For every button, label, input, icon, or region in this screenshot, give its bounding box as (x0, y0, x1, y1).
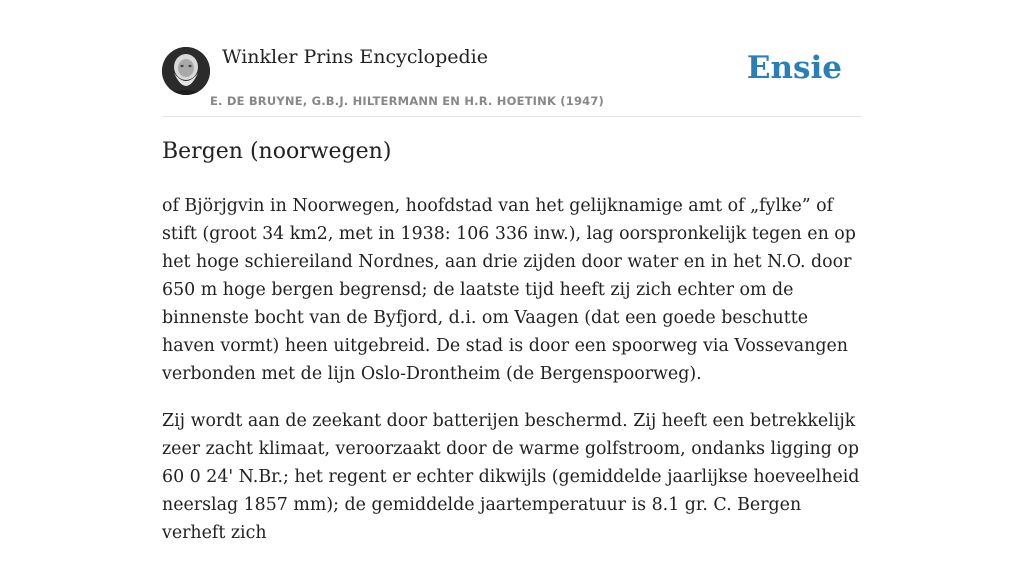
portrait-avatar-icon (162, 47, 210, 95)
article-body (162, 192, 862, 566)
site-title[interactable]: Winkler Prins Encyclopedie (222, 46, 488, 68)
paragraph: Zij wordt aan de zeekant door batterijen beschermd. Zij heeft een betrekkelijk zeer zacht klimaat, veroorzaakt door de warme golfstroom, ondanks ligging op 60 0 24' N.Br.; het regent er echter dikwijls (gemiddelde jaarlijkse hoeveelheid neerslag 1857 mm); de gemiddelde jaartemperatuur is 8.1 gr. C. Bergen verheft zich (162, 411, 860, 543)
paragraph: of Björjgvin in Noorwegen, hoofdstad van het gelijknamige amt of „fylke” of stift (groot 34 km2, met in 1938: 106 336 inw.), lag oorspronkelijk tegen en op het hoge schiereiland Nordnes, aan drie zijden door water en in het N.O. door 650 m hoge bergen begrensd; de laatste tijd heeft zij zich echter om de binnenste bocht van de Byfjord, d.i. om Vaagen (dat een goede beschutte haven vormt) heen uitgebreid. De stad is door een spoorweg via Vossevangen verbonden met de lijn Oslo-Drontheim (de Bergenspoorweg). (162, 196, 856, 384)
authors-line: E. DE BRUYNE, G.B.J. HILTERMANN EN H.R. HOETINK (1947) (210, 94, 605, 108)
site-header (162, 40, 862, 117)
brand-logo[interactable]: Ensie (746, 50, 842, 86)
article-title: Bergen (noorwegen) (162, 139, 392, 164)
